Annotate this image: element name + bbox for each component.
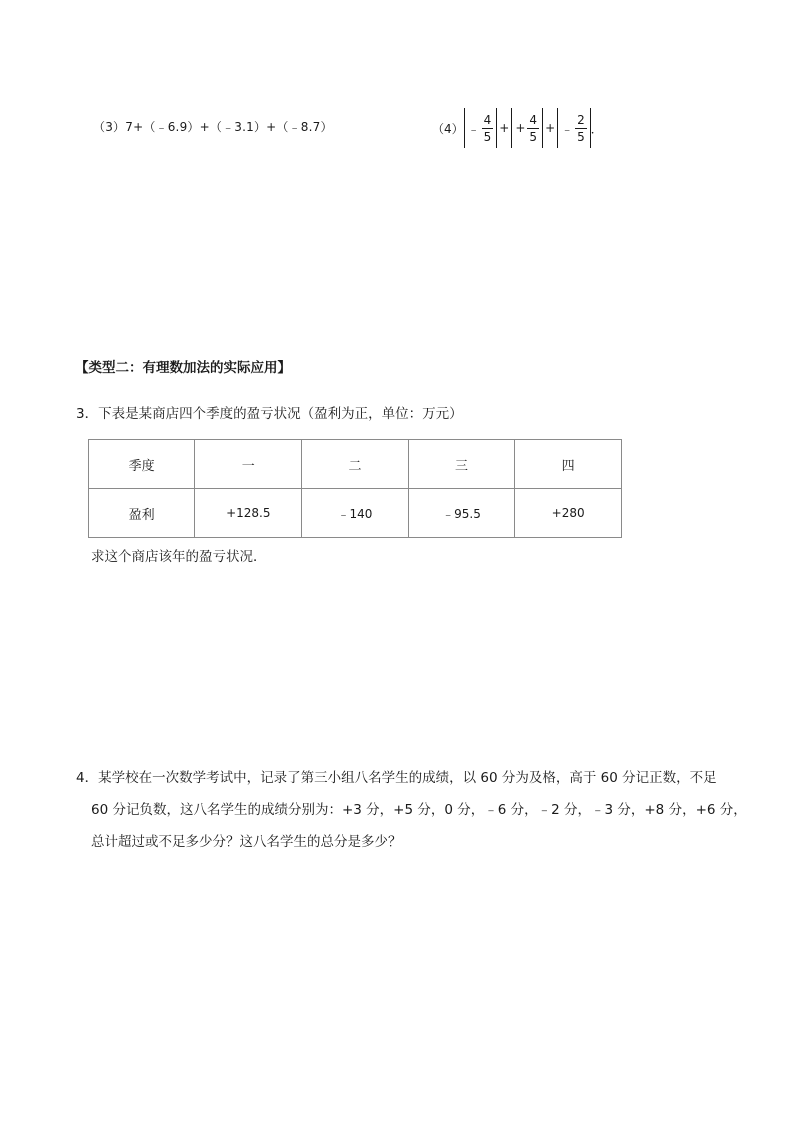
question-3-instruction: 求这个商店该年的盈亏状况． <box>91 549 267 565</box>
operator-2: + <box>545 121 556 135</box>
table-cell: +280 <box>515 489 622 538</box>
problem-4-end-mark: ． <box>590 121 603 136</box>
fraction-2 <box>527 112 539 145</box>
term-3-sign: ﹣ <box>561 121 574 136</box>
problem-3-expression: （3）7+（﹣6.9）+（﹣3.1）+（﹣8.7） <box>93 120 333 134</box>
question-4-line-2: 60 分记负数，这八名学生的成绩分别为：+3 分，+5 分，0 分，﹣6 分，﹣2 分，﹣3 分，+8 分，+6 分， <box>91 802 747 818</box>
question-4-line-3: 总计超过或不足多少分？这八名学生的总分是多少？ <box>91 834 402 850</box>
quarterly-profit-table <box>88 439 622 538</box>
table-cell: 一 <box>195 440 302 489</box>
question-4-line-1: 4．某学校在一次数学考试中，记录了第三小组八名学生的成绩，以 60 分为及格，高于 60 分记正数，不足 <box>76 770 717 786</box>
table-cell: 二 <box>302 440 409 489</box>
table-cell: 三 <box>408 440 515 489</box>
fraction-1-denominator: 5 <box>483 129 492 144</box>
fraction-3-denominator: 5 <box>577 129 585 144</box>
table-cell: 四 <box>515 440 622 489</box>
question-3-text: 3．下表是某商店四个季度的盈亏状况（盈利为正，单位：万元） <box>76 406 463 422</box>
term-1-sign: ﹣ <box>467 121 480 136</box>
absolute-value-term-3 <box>557 108 591 148</box>
problem-4-label: （4） <box>432 121 464 136</box>
fraction-3 <box>575 112 587 145</box>
table-cell: +128.5 <box>195 489 302 538</box>
table-cell: 盈利 <box>89 489 195 538</box>
problem-4-expression <box>432 106 603 150</box>
absolute-value-term-2 <box>511 108 543 148</box>
term-2-sign: + <box>515 121 526 135</box>
table-row <box>89 489 622 538</box>
fraction-1-numerator: 4 <box>483 112 492 127</box>
section-title: 【类型二：有理数加法的实际应用】 <box>75 360 291 376</box>
table-cell: ﹣95.5 <box>408 489 515 538</box>
fraction-3-numerator: 2 <box>577 112 585 127</box>
absolute-value-term-1 <box>464 108 498 148</box>
fraction-1 <box>482 112 494 145</box>
fraction-2-denominator: 5 <box>529 129 538 144</box>
operator-1: + <box>499 121 510 135</box>
table-header-row <box>89 440 622 489</box>
table-cell: 季度 <box>89 440 195 489</box>
fraction-2-numerator: 4 <box>529 112 538 127</box>
table-cell: ﹣140 <box>302 489 409 538</box>
